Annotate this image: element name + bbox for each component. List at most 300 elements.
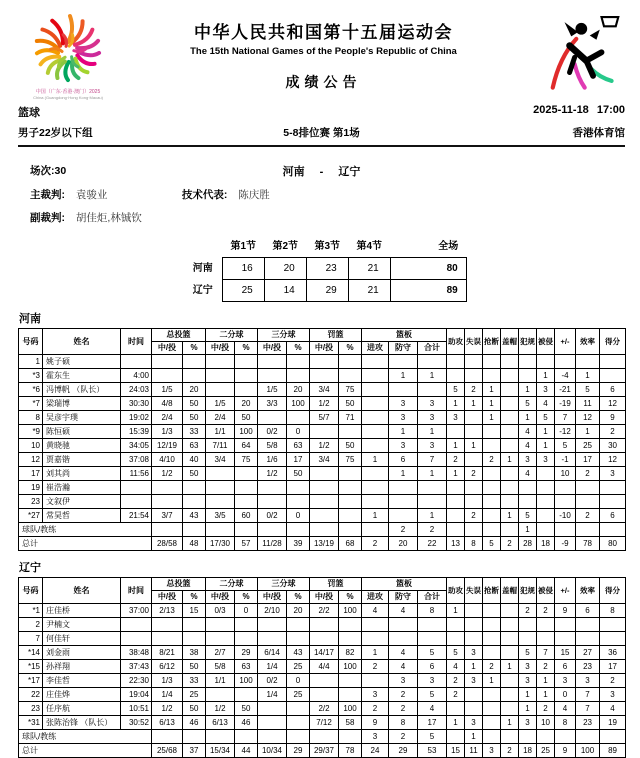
stat-cell: 3 (537, 383, 555, 397)
player-name-cell: 吴彦宇璞 (43, 411, 121, 425)
player-row (19, 369, 626, 383)
stat-cell (287, 369, 310, 383)
stat-cell: 17 (287, 453, 310, 467)
player-number-cell: *31 (19, 716, 43, 730)
column-header: 助攻 (447, 329, 465, 355)
assist-referee-names: 胡佳炬,林铖钦 (75, 212, 142, 224)
stat-cell: 19:02 (121, 411, 152, 425)
stat-cell: 1 (483, 383, 501, 397)
player-name-cell: 任序航 (43, 702, 121, 716)
stat-cell: 3/4 (206, 453, 235, 467)
stat-cell: 2 (389, 688, 418, 702)
column-header: 失误 (465, 329, 483, 355)
stat-cell: 5 (418, 730, 447, 744)
column-header: % (235, 591, 258, 604)
stat-cell: 20 (287, 383, 310, 397)
stat-cell: 7 (555, 411, 576, 425)
stat-cell: 38:48 (121, 646, 152, 660)
stat-cell (501, 702, 519, 716)
stat-cell: 4 (389, 646, 418, 660)
stat-cell: 6 (600, 383, 626, 397)
stat-cell (183, 523, 206, 537)
stat-cell (389, 481, 418, 495)
stat-cell: 37:43 (121, 660, 152, 674)
stat-cell (310, 425, 339, 439)
stat-cell: 20 (389, 537, 418, 551)
stat-cell (206, 355, 235, 369)
stat-cell: 2/10 (258, 604, 287, 618)
stat-cell: 40 (183, 453, 206, 467)
stat-cell: 29 (389, 744, 418, 758)
stat-cell (389, 509, 418, 523)
stat-cell: 20 (183, 383, 206, 397)
player-number-cell: *7 (19, 397, 43, 411)
stat-cell: 1/5 (258, 383, 287, 397)
stat-cell: 50 (339, 397, 362, 411)
stat-cell: 1/2 (258, 467, 287, 481)
stat-cell (501, 523, 519, 537)
stat-cell: 2 (600, 674, 626, 688)
quarter-score-row (176, 258, 466, 280)
stat-cell: 6 (555, 660, 576, 674)
stat-cell: 1 (418, 467, 447, 481)
stat-cell (152, 730, 183, 744)
stat-cell (287, 411, 310, 425)
stat-cell: 3 (600, 688, 626, 702)
stat-cell: 15 (447, 744, 465, 758)
stat-cell: 50 (183, 702, 206, 716)
quarter-score-cell: 80 (390, 258, 466, 280)
stat-cell: 60 (235, 509, 258, 523)
stat-cell: 3 (519, 453, 537, 467)
stat-cell: 3 (389, 674, 418, 688)
stat-cell (152, 632, 183, 646)
stat-cell: 78 (339, 744, 362, 758)
stat-cell (339, 509, 362, 523)
player-name-cell: 霍东生 (43, 369, 121, 383)
stat-cell (121, 618, 152, 632)
stat-cell: 3 (519, 716, 537, 730)
stat-cell: 22:30 (121, 674, 152, 688)
stat-cell (576, 523, 600, 537)
games-emblem-block (18, 10, 118, 100)
stat-cell: 10 (537, 716, 555, 730)
stat-cell: 100 (235, 425, 258, 439)
stat-cell: -10 (555, 509, 576, 523)
stat-cell (483, 646, 501, 660)
stat-cell: 1 (501, 509, 519, 523)
row-label-cell: 球队/教练 (19, 523, 152, 537)
stat-cell: 2/2 (310, 702, 339, 716)
stat-cell (576, 355, 600, 369)
quarter-score-cell: 20 (264, 258, 306, 280)
stat-cell: 33 (183, 425, 206, 439)
stat-cell (235, 688, 258, 702)
stat-cell (483, 509, 501, 523)
stat-cell (501, 604, 519, 618)
stat-cell (537, 355, 555, 369)
stat-cell: 36 (600, 646, 626, 660)
stat-cell: 4 (389, 660, 418, 674)
stat-cell (483, 618, 501, 632)
column-header: 被侵 (537, 329, 555, 355)
stat-cell: 1 (465, 730, 483, 744)
stat-cell: 5/8 (206, 660, 235, 674)
player-number-cell: 23 (19, 495, 43, 509)
stat-cell: 2 (465, 467, 483, 481)
stat-cell: 1 (576, 425, 600, 439)
stat-cell (121, 355, 152, 369)
stat-cell: 3 (555, 674, 576, 688)
stat-cell (447, 425, 465, 439)
stat-cell: 23 (576, 716, 600, 730)
column-header: 进攻 (362, 591, 389, 604)
stat-cell: 25 (287, 660, 310, 674)
player-name-cell: 陈恒硕 (43, 425, 121, 439)
stat-cell (339, 730, 362, 744)
stat-cell: 0/2 (258, 425, 287, 439)
stat-cell: 75 (235, 453, 258, 467)
player-row (19, 646, 626, 660)
stat-cell (447, 355, 465, 369)
stat-cell (287, 702, 310, 716)
stat-cell: 3 (418, 411, 447, 425)
column-header: 姓名 (43, 578, 121, 604)
stat-cell (483, 355, 501, 369)
stat-cell (600, 495, 626, 509)
stat-cell (447, 618, 465, 632)
stat-cell: 100 (339, 660, 362, 674)
stat-cell: 5 (537, 411, 555, 425)
stat-cell (258, 369, 287, 383)
stat-cell: 2 (483, 660, 501, 674)
assist-referee-row (30, 210, 625, 224)
stat-cell: 2 (362, 537, 389, 551)
pictogram-block (529, 10, 625, 103)
stat-cell: -1 (555, 453, 576, 467)
stat-cell: 4:00 (121, 369, 152, 383)
stat-cell: 8 (418, 604, 447, 618)
player-number-cell: 8 (19, 411, 43, 425)
stat-cell: 30 (600, 439, 626, 453)
stat-cell: 3 (465, 716, 483, 730)
stat-cell (418, 481, 447, 495)
stat-cell (537, 730, 555, 744)
stat-cell: 1/2 (310, 439, 339, 453)
stat-cell: 3 (389, 411, 418, 425)
stat-cell (258, 523, 287, 537)
column-header: 失误 (465, 578, 483, 604)
stat-cell: 0/3 (206, 604, 235, 618)
stat-cell: 1 (537, 369, 555, 383)
player-name-cell: 张陈治锋 （队长） (43, 716, 121, 730)
stat-cell: 1 (537, 674, 555, 688)
stat-cell: 1/2 (152, 467, 183, 481)
stat-cell (483, 523, 501, 537)
stat-cell: 9 (555, 744, 576, 758)
stat-cell (235, 730, 258, 744)
player-name-cell: 尹楠文 (43, 618, 121, 632)
stat-cell: 3 (447, 411, 465, 425)
stat-cell: 0 (287, 425, 310, 439)
player-number-cell: *27 (19, 509, 43, 523)
referee-row (30, 187, 625, 201)
stat-cell (183, 369, 206, 383)
stat-cell: 13 (447, 537, 465, 551)
quarter-score-row (176, 280, 466, 302)
team-label: 辽宁 (192, 285, 213, 296)
stat-cell: 20 (287, 604, 310, 618)
column-header: 中/投 (206, 342, 235, 355)
player-row (19, 604, 626, 618)
stat-cell (310, 618, 339, 632)
player-row (19, 425, 626, 439)
stat-cell: 50 (287, 467, 310, 481)
phase-label: 5-8排位赛 第1场 (283, 127, 360, 139)
column-header: 得分 (600, 578, 626, 604)
stat-cell: 1 (465, 397, 483, 411)
stat-cell: 1 (418, 509, 447, 523)
stat-cell (483, 467, 501, 481)
stat-cell (519, 495, 537, 509)
stat-cell (555, 632, 576, 646)
stat-cell: 1/3 (152, 674, 183, 688)
stat-cell: 1/4 (152, 688, 183, 702)
column-header: 号码 (19, 578, 43, 604)
stat-cell (339, 355, 362, 369)
stat-cell (235, 383, 258, 397)
stat-cell (258, 716, 287, 730)
stat-cell (310, 369, 339, 383)
stat-cell: 25 (183, 688, 206, 702)
stat-cell: 15:39 (121, 425, 152, 439)
stat-cell (258, 495, 287, 509)
stat-cell: 2/7 (206, 646, 235, 660)
stat-cell (600, 632, 626, 646)
player-row (19, 716, 626, 730)
stat-cell: 2 (465, 509, 483, 523)
stat-cell (206, 688, 235, 702)
stat-cell: 3 (389, 397, 418, 411)
stat-cell: 1 (576, 369, 600, 383)
player-number-cell: 22 (19, 688, 43, 702)
player-name-cell: 何佳轩 (43, 632, 121, 646)
stat-cell (287, 730, 310, 744)
stat-cell: 5/7 (310, 411, 339, 425)
column-header: 中/投 (258, 591, 287, 604)
stat-cell: 3/7 (152, 509, 183, 523)
stat-cell: 5 (576, 383, 600, 397)
player-name-cell: 李佳哲 (43, 674, 121, 688)
stat-cell: 57 (235, 537, 258, 551)
stat-cell (519, 481, 537, 495)
player-row (19, 632, 626, 646)
stat-cell: 5 (555, 439, 576, 453)
stat-cell: 2 (537, 604, 555, 618)
stat-cell (576, 632, 600, 646)
stat-cell (447, 702, 465, 716)
stat-cell (258, 632, 287, 646)
stat-cell (362, 355, 389, 369)
stat-cell: 23 (576, 660, 600, 674)
stat-cell: 1 (362, 646, 389, 660)
stats-table-henan (18, 328, 626, 551)
stat-cell: 5 (519, 397, 537, 411)
stat-cell: 4 (519, 467, 537, 481)
stat-cell: 13/19 (310, 537, 339, 551)
stat-cell (465, 481, 483, 495)
player-row (19, 702, 626, 716)
stat-cell (501, 397, 519, 411)
stat-cell (310, 688, 339, 702)
stat-cell: 4/8 (152, 397, 183, 411)
stat-cell (206, 369, 235, 383)
stat-cell: 0 (235, 604, 258, 618)
stat-cell: 1/3 (152, 425, 183, 439)
stat-cell: 28/58 (152, 537, 183, 551)
stat-cell: 1/4 (258, 688, 287, 702)
stat-cell: 4 (389, 604, 418, 618)
stat-cell: 1/2 (206, 702, 235, 716)
column-header: % (287, 591, 310, 604)
stat-cell: 3 (418, 674, 447, 688)
stat-cell (310, 481, 339, 495)
chief-referee-name: 袁骏业 (75, 189, 108, 201)
stat-cell (501, 646, 519, 660)
stat-cell: 8 (600, 604, 626, 618)
column-header: 中/投 (258, 342, 287, 355)
stat-cell (501, 369, 519, 383)
stat-cell: 25 (576, 439, 600, 453)
stat-cell: 0 (287, 509, 310, 523)
stat-cell: 82 (339, 646, 362, 660)
stat-cell: 1 (501, 660, 519, 674)
stat-cell (310, 467, 339, 481)
stat-cell: 2/13 (152, 604, 183, 618)
column-header: 进攻 (362, 342, 389, 355)
stat-cell (447, 632, 465, 646)
stat-cell (258, 411, 287, 425)
column-header: 抢断 (483, 578, 501, 604)
stat-cell: 1 (447, 467, 465, 481)
stat-cell: 34:05 (121, 439, 152, 453)
stat-cell: 2 (389, 523, 418, 537)
column-header: % (339, 342, 362, 355)
column-header: 犯规 (519, 329, 537, 355)
stat-cell: 46 (235, 716, 258, 730)
stat-cell: 7/12 (310, 716, 339, 730)
stat-cell: 63 (287, 439, 310, 453)
stat-cell: 3 (576, 674, 600, 688)
stat-cell: 75 (339, 453, 362, 467)
stat-cell (501, 439, 519, 453)
player-row (19, 674, 626, 688)
stat-cell (339, 495, 362, 509)
stat-cell (483, 425, 501, 439)
stat-cell: 43 (183, 509, 206, 523)
stat-cell: 2 (537, 702, 555, 716)
stat-cell (183, 481, 206, 495)
stat-cell: 7 (418, 453, 447, 467)
stat-cell (447, 369, 465, 383)
stat-cell: 50 (235, 702, 258, 716)
stat-cell: 18 (537, 537, 555, 551)
stat-cell: 12 (576, 411, 600, 425)
stat-cell (183, 632, 206, 646)
column-group-header: 篮板 (362, 329, 447, 342)
stat-cell: 2 (362, 702, 389, 716)
stat-cell: 28 (519, 537, 537, 551)
stat-cell (287, 355, 310, 369)
player-number-cell: 1 (19, 355, 43, 369)
stat-cell: 4 (555, 702, 576, 716)
stat-cell: 12 (600, 397, 626, 411)
stat-cell (555, 523, 576, 537)
stat-cell: 1 (537, 425, 555, 439)
stat-cell: 9 (555, 604, 576, 618)
quarter-score-cell: 14 (264, 280, 306, 302)
stat-cell: 1 (519, 411, 537, 425)
stat-cell: 4/4 (310, 660, 339, 674)
player-number-cell: *3 (19, 369, 43, 383)
stat-cell (537, 632, 555, 646)
stat-cell: 1/2 (310, 397, 339, 411)
stat-cell: 24 (362, 744, 389, 758)
stat-cell (483, 495, 501, 509)
stat-cell: 3 (519, 660, 537, 674)
stat-cell: 1 (447, 397, 465, 411)
player-number-cell: 19 (19, 481, 43, 495)
games-title-cn: 中华人民共和国第十五届运动会 (194, 23, 453, 42)
stat-cell (418, 495, 447, 509)
stat-cell: 53 (418, 744, 447, 758)
column-header: 号码 (19, 329, 43, 355)
games-title-en: The 15th National Games of the People's Republic of China (190, 46, 457, 57)
stat-cell (235, 355, 258, 369)
stat-cell: 3 (600, 467, 626, 481)
stat-cell (418, 632, 447, 646)
player-name-cell: 刘其尚 (43, 467, 121, 481)
stat-cell (206, 383, 235, 397)
stat-cell: 1/1 (206, 425, 235, 439)
stat-cell: 19:04 (121, 688, 152, 702)
stat-cell: 75 (339, 383, 362, 397)
stat-cell (555, 618, 576, 632)
stat-cell: 8 (555, 716, 576, 730)
player-number-cell: *17 (19, 674, 43, 688)
stat-cell (465, 425, 483, 439)
stat-cell (465, 618, 483, 632)
stat-cell (389, 383, 418, 397)
stat-cell (235, 481, 258, 495)
stat-cell: 2 (389, 730, 418, 744)
stat-cell: -4 (555, 369, 576, 383)
stat-cell: 4 (600, 702, 626, 716)
stat-cell (519, 632, 537, 646)
stat-cell: 4 (537, 397, 555, 411)
stat-cell (600, 369, 626, 383)
player-number-cell: 12 (19, 453, 43, 467)
stat-cell (235, 523, 258, 537)
stat-cell: 3 (362, 688, 389, 702)
column-header: 中/投 (152, 591, 183, 604)
stat-cell (206, 618, 235, 632)
stat-cell (183, 355, 206, 369)
stat-cell: 4 (519, 425, 537, 439)
stat-cell: 4 (362, 604, 389, 618)
stat-cell (389, 495, 418, 509)
stat-cell: 7 (576, 702, 600, 716)
